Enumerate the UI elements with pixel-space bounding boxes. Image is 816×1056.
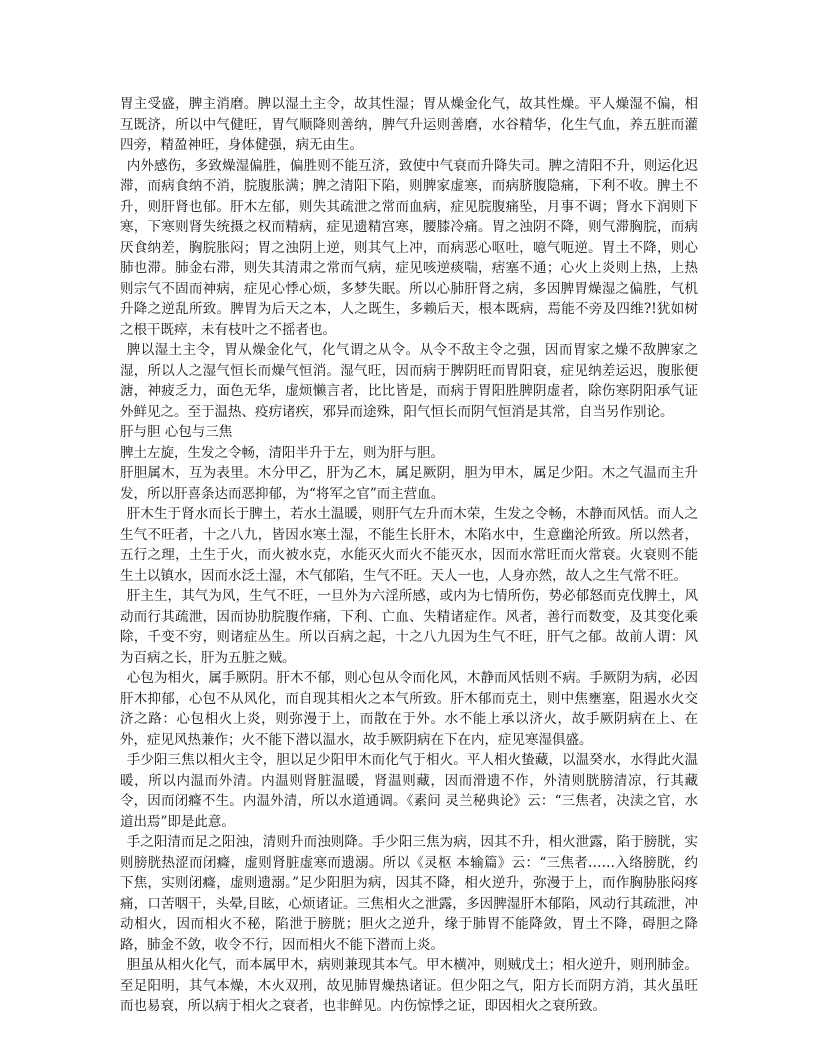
paragraph-pericardium: 心包为相火，属手厥阴。肝木不郁，则心包从令而化风，木静而风恬则不病。手厥阴为病，必因肝木抑郁，心包不从风化，而自现其相火之本气所致。肝木郁而克土，则中焦壅塞，阻遏水火交济之路：心包相火上炎，则弥漫于上，而散在于外。水不能上承以济火，故手厥阴病在上、在外，症见风热兼作；火不能下潜以温水，故手厥阴病在下在内，症见寒湿俱盛。 xyxy=(120,670,698,748)
paragraph-liver-wood: 肝木生于肾水而长于脾土，若水土温暖，则肝气左升而木荣，生发之令畅，木静而风恬。而人之生气不旺者，十之八九，皆因水寒土湿，不能生长肝木，木陷水中，生意幽沦所致。所以然者，五行之理，土生于火，而火被水克，水能灭火而火不能灭水，因而水常旺而火常衰。火衰则不能生土以镇水，因而水泛土湿，木气郁陷，生气不旺。天人一也，人身亦然，故人之生气常不旺。 xyxy=(120,506,698,584)
paragraph-liver-gallbladder: 肝胆属木，互为表里。木分甲乙，肝为乙木，属足厥阴，胆为甲木，属足少阳。木之气温而主升发，所以肝喜条达而恶抑郁，为“将军之官”而主营血。 xyxy=(120,465,698,502)
paragraph-shaoyang-disease: 手之阳清而足之阳浊，清则升而浊则降。手少阳三焦为病，因其不升，相火泄露，陷于膀胱，实则膀胱热涩而闭癃，虚则肾脏虚寒而遗溺。所以《灵枢 本输篇》云：“三焦者……入络膀胱，约下焦，实则闭癃，虚则遗溺。”足少阳胆为病，因其不降，相火逆升，弥漫于上，而作胸胁胀闷疼痛，口苦咽干，头晕,目眩，心烦诸证。三焦相火之泄露，多因脾湿肝木郁陷，风动行其疏泄，冲动相火，因而相火不秘，陷泄于膀胱；胆火之逆升，缘于肺胃不能降敛，胃土不降，碍胆之降路，肺金不敛，收令不行，因而相火不能下潜而上炎。 xyxy=(120,834,698,953)
paragraph-dampness-dryness: 脾以湿土主令，胃从燥金化气，化气谓之从令。从令不敌主令之强，因而胃家之燥不敌脾家之湿，所以人之湿气恒长而燥气恒消。湿气旺，因而病于脾阴旺而胃阳衰，症见纳差运迟，腹胀便溏，神疲乏力，面色无华，虚烦懒言者，比比皆是，而病于胃阳胜脾阴虚者，除伤寒阴阳承气证外鲜见之。至于温热、疫疠诸疾，邪异而途殊，阳气恒长而阴气恒消是其常，自当另作别论。 xyxy=(120,342,698,420)
paragraph-liver-wind: 肝主生，其气为风，生气不旺，一旦外为六淫所感，或内为七情所伤，势必郁怒而克伐脾土，风动而行其疏泄，因而协肋脘腹作痛，下利、亡血、失精诸症作。风者，善行而数变，及其变化乘除，千变不穷，则诸症丛生。所以百病之起，十之八九因为生气不旺，肝气之郁。故前人谓：风为百病之长，肝为五脏之贼。 xyxy=(120,588,698,666)
paragraph-gallbladder-fire: 胆虽从相火化气，而本属甲木，病则兼现其本气。甲木横冲，则贼戊土；相火逆升，则刑肺金。至足阳明，其气本燥，木火双刑，故见肺胃燥热诸证。但少阳之气，阳方长而阴方消，其火虽旺而也易衰，所以病于相火之衰者，也非鲜见。内伤惊悸之证，即因相火之衰所致。 xyxy=(120,957,698,1014)
paragraph-spleen-stomach: 胃主受盛，脾主消磨。脾以湿土主令，故其性湿；胃从燥金化气，故其性燥。平人燥湿不偏，相互既济，所以中气健旺，胃气顺降则善纳，脾气升运则善磨，水谷精华，化生气血，养五脏而灌四旁，精盈神旺，身体健强，病无由生。 xyxy=(120,96,698,153)
paragraph-triple-burner: 手少阳三焦以相火主令，胆以足少阳甲木而化气于相火。平人相火蛰藏，以温癸水，水得此火温暖，所以内温而外清。内温则肾脏温暖，肾温则藏，因而滑遗不作，外清则胱膀清凉，行其藏令，因而闭癃不生。内温外清，所以水道通调。《素问 灵兰秘典论》云：“三焦者，决渎之官，水道出焉”即是此意。 xyxy=(120,752,698,830)
document-page xyxy=(120,94,698,1017)
paragraph-internal-external-injury: 内外感伤，多致燥湿偏胜，偏胜则不能互济，致使中气衰而升降失司。脾之清阳不升，则运化迟滞，而病食纳不消，脘腹胀满；脾之清阳下陷，则脾家虚寒，而病脐腹隐痛，下利不收。脾土不升，则肝肾也郁。肝木左郁，则失其疏泄之常而血病，症见脘腹痛坠，月事不调；肾水下润则下寒，下寒则肾失统摄之权而精病，症见遗精宫寒，腰膝冷痛。胃之浊阴不降，则气滞胸脘，而病厌食纳差，胸脘胀闷；胃之浊阴上逆，则其气上冲，而病恶心呕吐，噫气呃逆。胃土不降，则心肺也滞。肺金右滞，则失其清肃之常而气病，症见咳逆痰喘，痞塞不通；心火上炎则上热，上热则宗气不固而神病，症见心悸心烦，多梦失眠。所以心肺肝肾之病，多因脾胃燥湿之偏胜，气机升降之逆乱所致。脾胃为后天之本，人之既生，多赖后天，根本既病，焉能不旁及四维?!犹如树之根干既瘁，未有枝叶之不摇者也。 xyxy=(120,157,698,338)
section-title: 肝与胆 心包与三焦 xyxy=(120,424,233,440)
section-intro: 脾土左旋，生发之令畅，清阳半升于左，则为肝与胆。 xyxy=(120,444,444,461)
